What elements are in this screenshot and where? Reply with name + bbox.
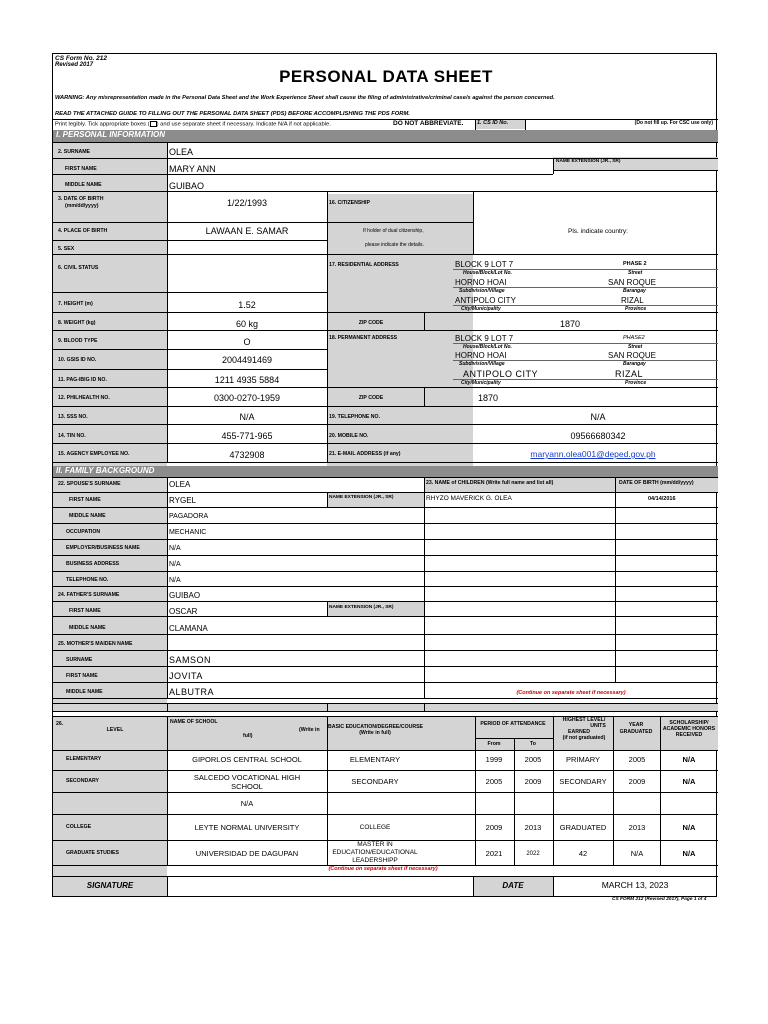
mother-surname-value[interactable]: SAMSON [169,655,212,665]
revised-label: Revised 2017 [55,62,94,68]
child-dob-label: DATE OF BIRTH (mm/dd/yyyy) [619,480,694,486]
telephone-label: 19. TELEPHONE NO. [329,414,381,420]
date-label: DATE [502,881,524,890]
child-dob-value[interactable]: 04/14/2016 [648,496,676,502]
business-addr-label: BUSINESS ADDRESS [66,561,120,567]
edu-school[interactable]: GIPORLOS CENTRAL SCHOOL [192,755,302,764]
employer-value[interactable]: N/A [169,545,181,552]
perm-province[interactable]: RIZAL [615,369,644,379]
edu-level-header: LEVEL [106,727,124,733]
education-continue-note: (Continue on separate sheet if necessary) [328,866,438,872]
father-ext-label: NAME EXTENSION (JR., SR) [329,605,394,610]
edu-level: ELEMENTARY [66,756,102,762]
gsis-label: 10. GSIS ID NO. [58,357,97,363]
sss-value[interactable]: N/A [239,412,255,422]
edu-units-header-c: EARNED [568,729,590,735]
edu-school[interactable]: N/A [240,799,254,808]
perm-barangay[interactable]: SAN ROQUE [608,351,657,360]
res-subdivision[interactable]: HORNO HOAI [455,278,507,287]
edu-school-line2[interactable]: SCHOOL [231,782,263,791]
spouse-surname-value[interactable]: OLEA [169,480,191,489]
edu-school[interactable]: LEYTE NORMAL UNIVERSITY [194,823,300,832]
edu-school[interactable]: SALCEDO VOCATIONAL HIGH [193,773,301,782]
perm-brgy-caption: Barangay [623,361,646,367]
res-house-caption: House/Block/Lot No. [463,270,512,276]
weight-value[interactable]: 60 kg [235,319,259,329]
perm-street-caption: Street [628,344,643,350]
no-abbreviate: DO NOT ABBREVIATE. [393,120,464,127]
footer-page-info: CS FORM 212 (Revised 2017), Page 1 of 4 [612,897,707,902]
res-street-caption: Street [628,270,643,276]
edu-year[interactable]: 2009 [628,777,646,786]
edu-course-header: BASIC EDUCATION/DEGREE/COURSE [328,724,424,730]
edu-course-line3[interactable]: LEADERSHIPP [352,857,398,864]
occupation-label: OCCUPATION [66,529,101,535]
height-label: 7. HEIGHT (m) [58,301,93,307]
res-address-label: 17. RESIDENTIAL ADDRESS [329,262,399,268]
section-personal-info: I. PERSONAL INFORMATION [53,130,718,142]
res-zip-label: ZIP CODE [358,320,384,326]
perm-subdivision[interactable]: HORNO HOAI [455,351,507,360]
child-name-value[interactable]: RHYZO MAVERICK G. OLEA [426,495,512,502]
edu-school-header-c: full) [243,733,253,739]
edu-from-header: From [487,741,501,747]
telephone-value[interactable]: N/A [590,412,606,422]
mobile-value[interactable]: 09566680342 [570,431,626,441]
perm-zip-label: ZIP CODE [358,395,384,401]
edu-units-header: HIGHEST LEVEL/ [562,717,606,723]
weight-label: 8. WEIGHT (kg) [58,320,96,326]
edu-from[interactable]: 2009 [485,823,503,832]
civil-status-label: 6. CIVIL STATUS [58,265,99,271]
edu-year[interactable]: N/A [630,849,644,858]
edu-school[interactable]: UNIVERSIDAD DE DAGUPAN [195,849,299,858]
spouse-ext-label: NAME EXTENSION (JR., SR) [329,495,394,500]
tin-value[interactable]: 455-771-965 [221,431,273,441]
edu-to[interactable]: 2005 [524,755,542,764]
edu-year-header-b: GRADUATED [619,729,653,735]
blood-type-label: 9. BLOOD TYPE [58,338,98,344]
business-addr-value[interactable]: N/A [169,561,181,568]
page-title: PERSONAL DATA SHEET [279,67,493,86]
mother-first-value[interactable]: JOVITA [169,671,203,681]
edu-units[interactable]: 42 [578,849,588,858]
father-surname-label: 24. FATHER'S SURNAME [58,592,120,598]
edu-from[interactable]: 2021 [485,849,503,858]
edu-units[interactable]: GRADUATED [559,823,607,832]
perm-house-caption: House/Block/Lot No. [463,344,512,350]
mother-middle-label: MIDDLE NAME [66,689,103,695]
employer-label: EMPLOYER/BUSINESS NAME [66,545,140,551]
spouse-middle-label: MIDDLE NAME [69,513,106,519]
date-value[interactable]: MARCH 13, 2023 [601,880,669,890]
dob-format: (mm/dd/yyyy) [65,203,99,209]
section-family-background: II. FAMILY BACKGROUND [53,466,718,477]
mother-middle-value[interactable]: ALBUTRA [169,687,215,697]
edu-level: COLLEGE [66,824,92,830]
spouse-tel-label: TELEPHONE NO. [66,577,109,583]
perm-city-caption: City/Municipality [461,380,501,386]
edu-course[interactable]: MASTER IN [357,841,393,848]
spouse-first-label: FIRST NAME [69,497,101,503]
occupation-value[interactable]: MECHANIC [169,529,207,536]
gsis-value[interactable]: 2004491469 [221,355,273,365]
dob-label: 3. DATE OF BIRTH [58,196,104,202]
email-label: 21. E-MAIL ADDRESS (if any) [329,451,401,457]
edu-year[interactable]: 2013 [628,823,646,832]
signature-field[interactable] [168,877,472,895]
edu-units[interactable]: PRIMARY [565,755,601,764]
edu-honors-header: SCHOLARSHIP/ [669,720,709,726]
middle-name-value[interactable]: GUIBAO [169,181,205,191]
edu-from[interactable]: 1999 [485,755,503,764]
father-surname-value[interactable]: GUIBAO [169,591,201,600]
res-province[interactable]: RIZAL [621,296,644,305]
spouse-surname-label: 22. SPOUSE'S SURNAME [58,481,121,487]
res-subdiv-caption: Subdivision/Village [459,288,505,294]
first-name-label: FIRST NAME [65,166,97,172]
father-middle-label: MIDDLE NAME [69,625,106,631]
edu-period-header: PERIOD OF ATTENDANCE [480,721,546,727]
height-value[interactable]: 1.52 [238,300,256,310]
spouse-middle-value[interactable]: PAGADORA [169,513,209,520]
signature-label: SIGNATURE [86,881,134,890]
spouse-tel-value[interactable]: N/A [169,577,181,584]
pagibig-value[interactable]: 1211 4935 5884 [214,375,280,385]
citizenship-label: 16. CITIZENSHIP [329,200,370,206]
edu-honors[interactable]: N/A [682,777,696,786]
perm-address-label: 18. PERMANENT ADDRESS [329,335,398,341]
mobile-label: 20. MOBILE NO. [329,433,369,439]
cs-id-field[interactable]: (Do not fill up. For CSC use only) [634,120,713,126]
pob-label: 4. PLACE OF BIRTH [58,228,108,234]
edu-course[interactable]: ELEMENTARY [349,755,401,764]
perm-house[interactable]: BLOCK 9 LOT 7 [455,334,514,343]
perm-zip-value[interactable]: 1870 [477,393,499,403]
edu-level: SECONDARY [66,778,99,784]
mother-maiden-label: 25. MOTHER'S MAIDEN NAME [58,641,133,647]
agency-no-label: 15. AGENCY EMPLOYEE NO. [58,451,130,457]
surname-value[interactable]: OLEA [169,147,194,157]
blood-type-value[interactable]: O [243,337,251,347]
surname-label: 2. SURNAME [58,149,90,155]
edu-course[interactable]: COLLEGE [359,824,391,831]
edu-school-header: NAME OF SCHOOL [170,719,218,725]
spouse-first-value[interactable]: RYGEL [169,496,196,505]
edu-school-header-b: (Write in [299,727,320,733]
edu-units[interactable]: SECONDARY [559,777,607,786]
mother-first-label: FIRST NAME [66,673,98,679]
res-house[interactable]: BLOCK 9 LOT 7 [455,260,514,269]
father-first-value[interactable]: OSCAR [169,607,198,616]
edu-from[interactable]: 2005 [485,777,503,786]
pob-value[interactable]: LAWAAN E. SAMAR [205,226,289,236]
edu-honors-header-b: ACADEMIC HONORS [662,726,716,732]
perm-street[interactable]: PHASE2 [623,335,645,341]
edu-course-line2[interactable]: EDUCATION/EDUCATIONAL [332,849,418,856]
country-label: Pls. indicate country: [568,228,628,235]
email-value[interactable]: maryann.olea001@deped.gov.ph [530,449,656,459]
edu-course-header-b: (Write in full) [359,730,391,736]
res-prov-caption: Province [625,306,647,312]
first-name-value[interactable]: MARY ANN [169,164,216,174]
middle-name-label: MIDDLE NAME [65,182,102,188]
mother-surname-label: SURNAME [66,657,93,663]
res-zip-value[interactable]: 1870 [559,319,581,329]
children-label: 23. NAME of CHILDREN (Write full name and list all) [426,480,554,486]
edu-to[interactable]: 2009 [524,777,542,786]
edu-course[interactable]: SECONDARY [351,777,399,786]
edu-to[interactable]: 2022 [526,851,540,857]
sex-label: 5. SEX [58,246,75,252]
edu-level: GRADUATE STUDIES [66,850,119,856]
father-first-label: FIRST NAME [69,608,101,614]
edu-honors-header-c: RECEIVED [675,732,703,738]
tin-label: 14. TIN NO. [58,433,86,439]
pds-form [52,53,717,897]
read-guide-text: READ THE ATTACHED GUIDE TO FILLING OUT THE PERSONAL DATA SHEET (PDS) BEFORE ACCOMPLISHING THE PDS FORM. [55,111,410,117]
edu-to-header: To [530,741,536,747]
perm-city[interactable]: ANTIPOLO CITY [463,369,539,379]
res-brgy-caption: Barangay [623,288,646,294]
warning-text: WARNING: Any misrepresentation made in the Personal Data Sheet and the Work Experience Sheet shall cause the filing of administrative/criminal case/s against the person concerned. [55,95,555,101]
res-barangay[interactable]: SAN ROQUE [608,278,657,287]
father-middle-value[interactable]: CLAMANA [169,624,208,633]
pagibig-label: 11. PAG-IBIG ID NO. [58,377,107,383]
res-city[interactable]: ANTIPOLO CITY [455,296,516,305]
cs-id-label: 1. CS ID No. [477,120,509,126]
philhealth-value[interactable]: 0300-0270-1959 [213,393,281,403]
res-street[interactable]: PHASE 2 [623,261,647,267]
dob-value[interactable]: 1/22/1993 [226,198,268,208]
dual-cit-note1: If holder of dual citizenship, [363,228,424,234]
agency-no-value[interactable]: 4732908 [229,450,265,460]
edu-units-header-b: UNITS [590,723,606,729]
children-continue-note: (Continue on separate sheet if necessary) [516,690,626,696]
edu-honors[interactable]: N/A [682,755,696,764]
form-number: CS Form No. 212 [55,55,108,62]
name-ext-label: NAME EXTENSION (JR., SR) [556,159,621,164]
perm-prov-caption: Province [625,380,647,386]
edu-year[interactable]: 2005 [628,755,646,764]
print-instruction: Print legibly. Tick appropriate boxes ( ) and use separate sheet if necessary. Indicate N/A if not applicable. [55,121,331,128]
edu-to[interactable]: 2013 [524,823,542,832]
philhealth-label: 12. PHILHEALTH NO. [58,395,110,401]
res-city-caption: City/Municipality [461,306,501,312]
edu-honors[interactable]: N/A [682,849,696,858]
sss-label: 13. SSS NO. [58,414,88,420]
education-number: 26. [56,721,64,727]
perm-subdiv-caption: Subdivision/Village [459,361,505,367]
edu-honors[interactable]: N/A [682,823,696,832]
edu-units-header-d: (if not graduated) [562,735,606,741]
edu-year-header: YEAR [628,722,644,728]
dual-cit-note2: please indicate the details. [365,242,424,248]
